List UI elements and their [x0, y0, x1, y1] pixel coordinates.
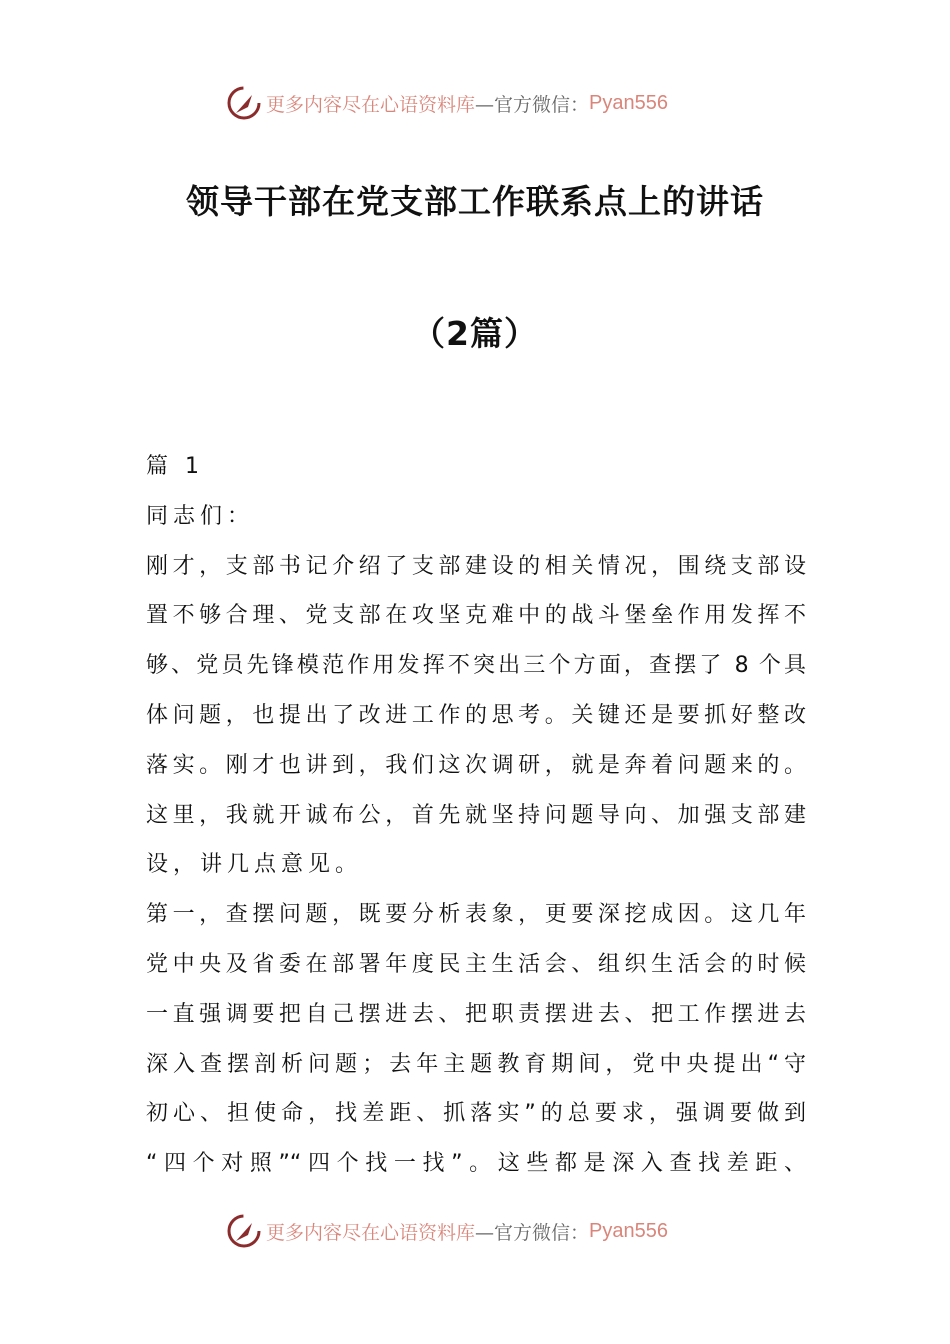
- paragraph-line: 够、党员先锋模范作用发挥不突出三个方面，查摆了 8 个具: [146, 653, 806, 679]
- quill-logo-icon: [226, 1213, 262, 1249]
- salutation: 同志们：: [146, 503, 255, 529]
- document-subtitle: （2篇）: [412, 314, 538, 353]
- paragraph-line: 第一，查摆问题，既要分析表象，更要深挖成因。这几年: [146, 902, 806, 928]
- paragraph-line: 深入查摆剖析问题；去年主题教育期间，党中央提出“守: [146, 1051, 806, 1077]
- watermark-header: [226, 83, 668, 123]
- watermark-label: —官方微信：: [475, 93, 590, 116]
- paragraph-line: 落实。刚才也讲到，我们这次调研，就是奔着问题来的。: [146, 752, 806, 778]
- watermark-text: 更多内容尽在心语资料库: [266, 93, 476, 116]
- paragraph-line: “四个对照”“四个找一找”。这些都是深入查找差距、: [146, 1151, 806, 1177]
- paragraph-line: 初心、担使命，找差距、抓落实”的总要求，强调要做到: [146, 1101, 806, 1127]
- section-heading: 篇 1: [146, 454, 204, 479]
- watermark-wechat-id: Pyan556: [589, 1219, 668, 1242]
- document-body: [146, 448, 806, 1195]
- paragraph-line: 一直强调要把自己摆进去、把职责摆进去、把工作摆进去: [146, 1001, 806, 1027]
- paragraph-line: 置不够合理、党支部在攻坚克难中的战斗堡垒作用发挥不: [146, 603, 806, 629]
- watermark-wechat-id: Pyan556: [589, 91, 668, 114]
- quill-logo-icon: [226, 85, 262, 121]
- watermark-text: 更多内容尽在心语资料库: [266, 1221, 476, 1244]
- paragraph-line: 设，讲几点意见。: [146, 852, 363, 878]
- paragraph-line: 体问题，也提出了改进工作的思考。关键还是要抓好整改: [146, 702, 806, 728]
- paragraph-line: 这里，我就开诚布公，首先就坚持问题导向、加强支部建: [146, 802, 806, 828]
- document-title: 领导干部在党支部工作联系点上的讲话: [186, 182, 764, 221]
- watermark-label: —官方微信：: [475, 1221, 590, 1244]
- paragraph-line: 刚才，支部书记介绍了支部建设的相关情况，围绕支部设: [146, 553, 806, 579]
- paragraph-line: 党中央及省委在部署年度民主生活会、组织生活会的时候: [146, 951, 806, 977]
- watermark-footer: [226, 1211, 668, 1251]
